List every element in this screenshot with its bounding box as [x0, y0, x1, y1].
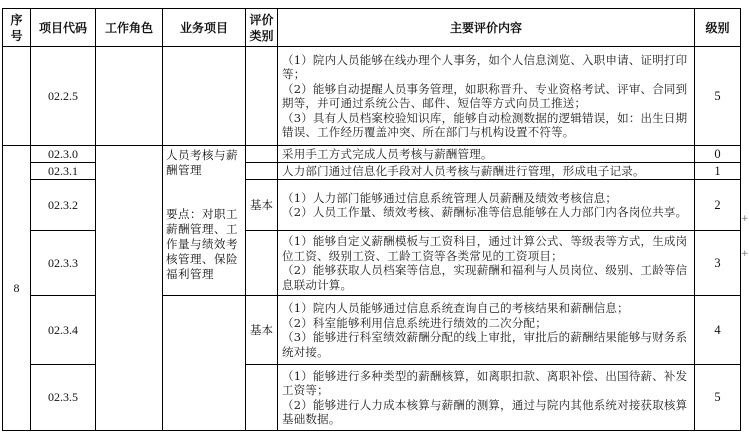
content-line: （2）能够自动提醒人员事务管理，如职称晋升、专业资格考试、评审、合同到期等，并可通过系统公告、邮件、短信等方式向员工推送；: [282, 81, 688, 110]
evaluation-content: [278, 180, 695, 231]
evaluation-content: [278, 296, 695, 365]
level-cell: 4: [695, 296, 741, 365]
seq-cell-empty: [3, 47, 31, 146]
header-row: [3, 9, 741, 47]
business-cell: [163, 47, 246, 146]
header-code: 项目代码: [31, 9, 96, 47]
evaluation-content: [278, 47, 695, 146]
content-line: （3）具有人员档案校验知识库，能够自动检测数据的逻辑错误，如：出生日期错误、工作经历覆盖冲突、所在部门与机构设置不符等。: [282, 110, 688, 139]
item-code: 02.3.3: [31, 231, 96, 296]
level-cell: 5: [695, 47, 741, 146]
item-code: 02.3.1: [31, 163, 96, 180]
evaluation-table: [2, 8, 741, 431]
category-cell: [246, 146, 278, 163]
business-cell-empty: [163, 296, 246, 431]
level-cell: 1: [695, 163, 741, 180]
content-line: （2）人员工作量、绩效考核、薪酬标准等信息能够在人力部门内各岗位共享。: [282, 205, 688, 219]
header-level: 级别: [695, 9, 741, 47]
content-line: （3）能够进行科室绩效薪酬分配的线上审批，审批后的薪酬结果能够与财务系统对接。: [282, 330, 688, 359]
content-line: （1）院内人员能够在线办理个人事务，如个人信息浏览、入职申请、证明打印等；: [282, 52, 688, 81]
level-cell: 0: [695, 146, 741, 163]
evaluation-content: [278, 365, 695, 431]
item-code: 02.3.5: [31, 365, 96, 431]
header-seq: 序号: [3, 9, 31, 47]
content-line: 采用手工方式完成人员考核与薪酬管理。: [282, 146, 493, 161]
role-cell: [96, 47, 163, 146]
evaluation-content: [278, 163, 695, 180]
content-line: （1）人力部门能够通过信息系统管理人员薪酬及绩效考核信息；: [282, 190, 618, 205]
page-edge-mark: +: [741, 249, 749, 259]
business-key-points: 要点：对职工薪酬管理、工作量与绩效考核管理、保险福利管理: [166, 207, 238, 281]
item-code: 02.3.4: [31, 296, 96, 365]
header-category: 评价类别: [246, 9, 278, 47]
table-row: [3, 146, 741, 163]
level-cell: 3: [695, 231, 741, 296]
header-business: 业务项目: [163, 9, 246, 47]
category-cell: [246, 231, 278, 296]
category-cell: [246, 163, 278, 180]
level-cell: 5: [695, 365, 741, 431]
seq-number: 8: [3, 146, 31, 431]
item-code: 02.2.5: [31, 47, 96, 146]
business-title: 人员考核与薪酬管理: [166, 148, 238, 177]
content-line: （1）能够进行多种类型的薪酬核算，如离职扣款、离职补偿、出国待薪、补发工资等；: [282, 368, 688, 397]
table-row: [3, 47, 741, 146]
item-code: 02.3.2: [31, 180, 96, 231]
evaluation-content: [278, 231, 695, 296]
header-role: 工作角色: [96, 9, 163, 47]
content-line: （2）能够获取人员档案等信息，实现薪酬和福利与人员岗位、级别、工龄等信息联动计算。: [282, 263, 688, 292]
content-line: （2）能够进行人力成本核算与薪酬的测算，通过与院内其他系统对接获取核算基础数据。: [282, 397, 688, 426]
level-cell: 2: [695, 180, 741, 231]
category-label: 基本: [246, 296, 278, 365]
category-label: 基本: [246, 180, 278, 231]
item-code: 02.3.0: [31, 146, 96, 163]
business-item: [163, 146, 246, 296]
page-edge-mark: +: [741, 214, 749, 224]
content-line: （1）能够自定义薪酬模板与工资科目，通过计算公式、等级表等方式，生成岗位工资、级别工资、工龄工资等各类常见的工资项目；: [282, 234, 688, 263]
header-content: 主要评价内容: [278, 9, 695, 47]
content-line: 人力部门通过信息化手段对人员考核与薪酬进行管理，形成电子记录。: [282, 163, 645, 178]
content-line: （2）科室能够利用信息系统进行绩效的二次分配；: [282, 315, 547, 330]
category-cell: [246, 47, 278, 146]
content-line: （1）院内人员能够通过信息系统查询自己的考核结果和薪酬信息；: [282, 301, 629, 315]
category-cell: [246, 365, 278, 431]
evaluation-content: [278, 146, 695, 163]
role-cell: [96, 146, 163, 431]
